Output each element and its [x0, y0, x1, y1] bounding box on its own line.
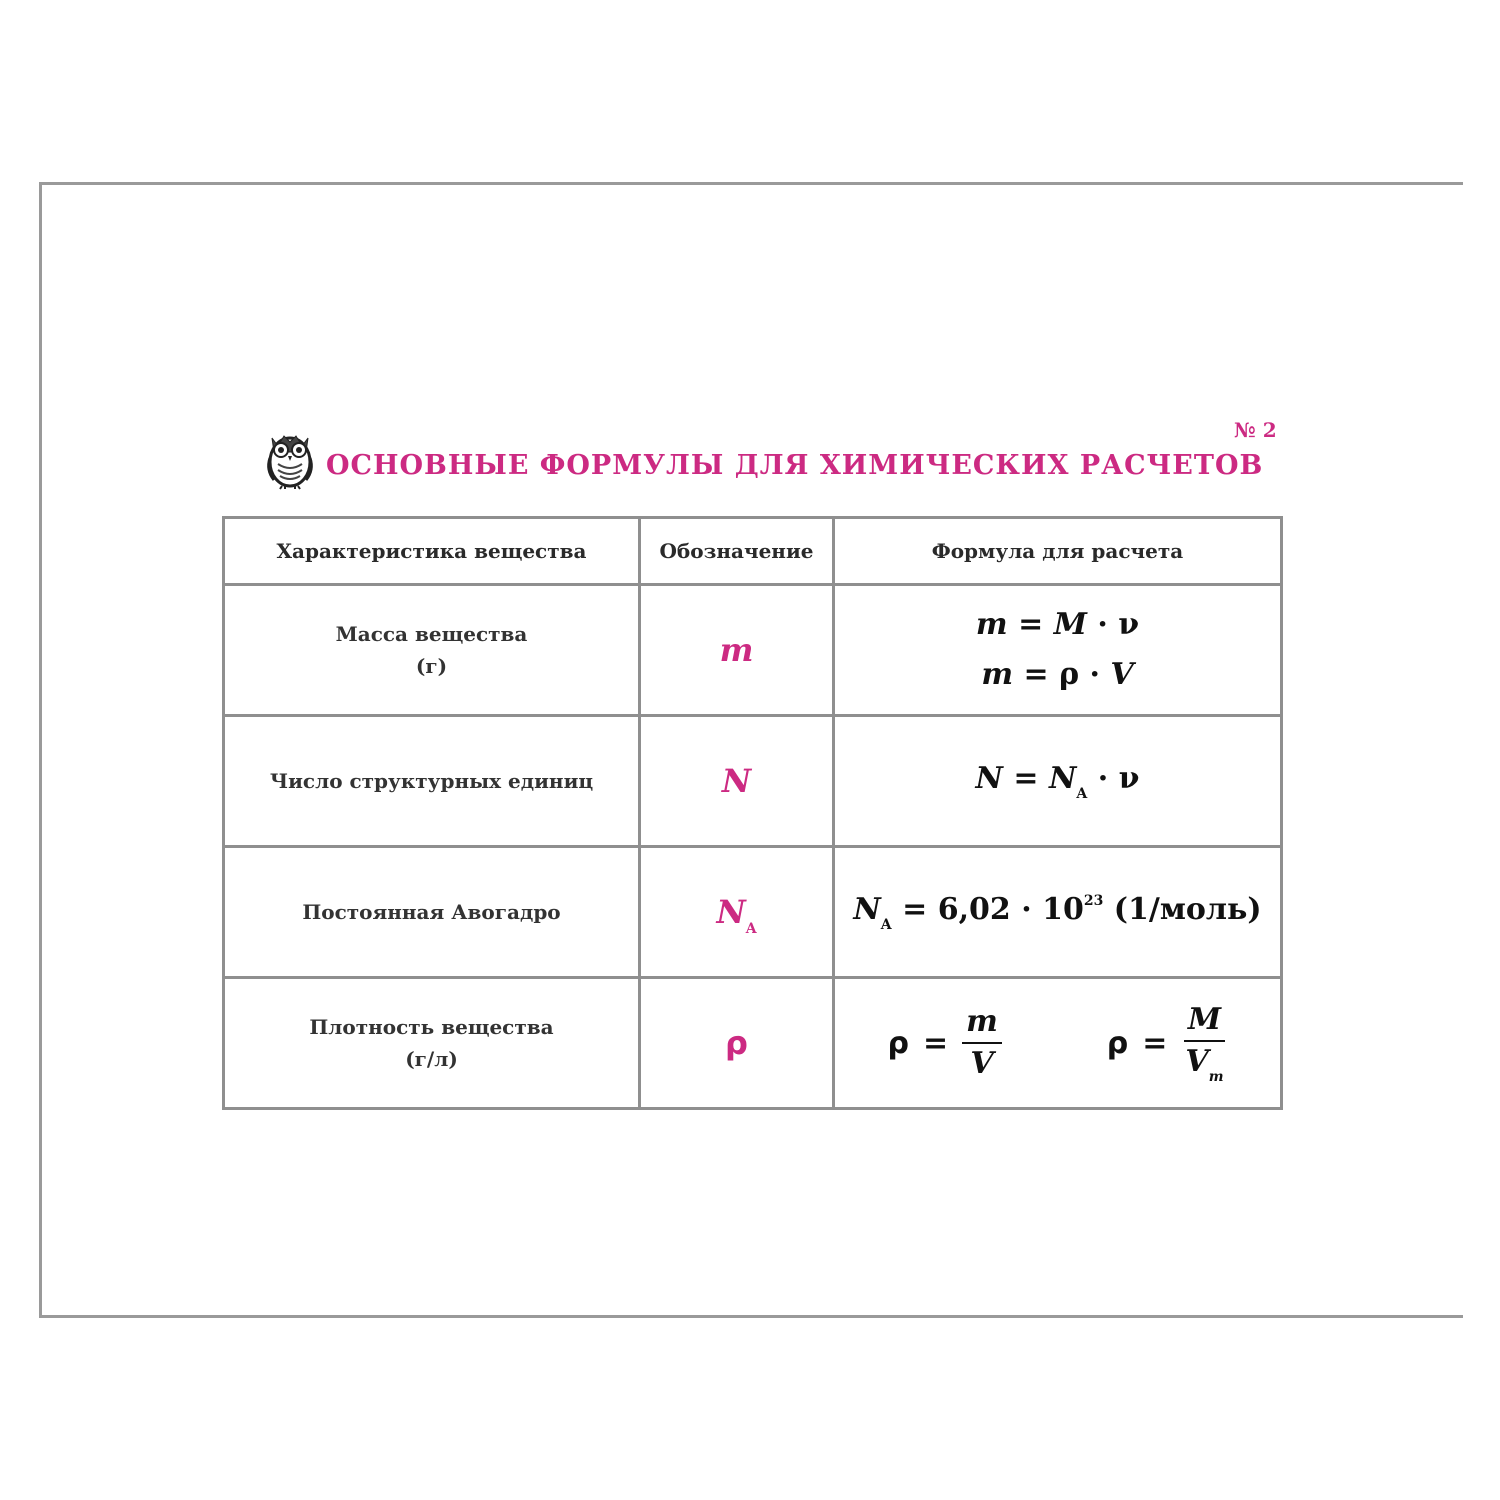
formula-line: m = M · ν — [975, 607, 1140, 642]
symbol-cell — [640, 585, 834, 716]
column-header: Характеристика вещества — [224, 518, 640, 585]
formula-cell — [834, 716, 1282, 847]
characteristic-name: Число структурных единиц — [269, 769, 594, 793]
column-header: Формула для расчета — [834, 518, 1282, 585]
formula-cell — [834, 585, 1282, 716]
symbol: N — [721, 762, 752, 800]
symbol-cell — [640, 847, 834, 978]
characteristic-name: Плотность вещества — [309, 1015, 554, 1039]
symbol: ρ — [725, 1024, 748, 1062]
characteristic-name: Масса вещества — [335, 622, 528, 646]
characteristic-cell — [224, 847, 640, 978]
characteristic-unit: (г) — [415, 654, 448, 678]
symbol: $N_A$ — [716, 893, 757, 937]
table-row — [224, 978, 1282, 1109]
owl-icon — [262, 424, 318, 490]
formula-line: $N_A = 6,02 \cdot 10^{23}$ (1/моль) — [853, 891, 1262, 933]
characteristic-unit: (г/л) — [405, 1047, 458, 1071]
formula-line: $N = N_A \cdot \nu$ — [975, 760, 1140, 802]
symbol: m — [719, 631, 754, 669]
formula-line: m = ρ · V — [981, 657, 1134, 692]
characteristic-cell — [224, 716, 640, 847]
characteristic-name: Постоянная Авогадро — [302, 900, 561, 924]
symbol-cell — [640, 978, 834, 1109]
symbol-cell — [640, 716, 834, 847]
table-row — [224, 716, 1282, 847]
characteristic-cell — [224, 585, 640, 716]
formula-cell — [834, 978, 1282, 1109]
page-title: ОСНОВНЫЕ ФОРМУЛЫ ДЛЯ ХИМИЧЕСКИХ РАСЧЕТОВ — [326, 450, 1264, 481]
formula-cell — [834, 847, 1282, 978]
table-header-row — [224, 518, 1282, 585]
characteristic-cell — [224, 978, 640, 1109]
card-number: № 2 — [1234, 418, 1277, 442]
column-header: Обозначение — [640, 518, 834, 585]
table-row — [224, 585, 1282, 716]
table-row — [224, 847, 1282, 978]
formulas-table — [222, 516, 1283, 1110]
density-molar-fraction-formula: ρ = $\frac{M}{V_m}$ — [1106, 1001, 1224, 1085]
density-fraction-formula: ρ = $\frac{m}{V}$ — [887, 1004, 1001, 1082]
